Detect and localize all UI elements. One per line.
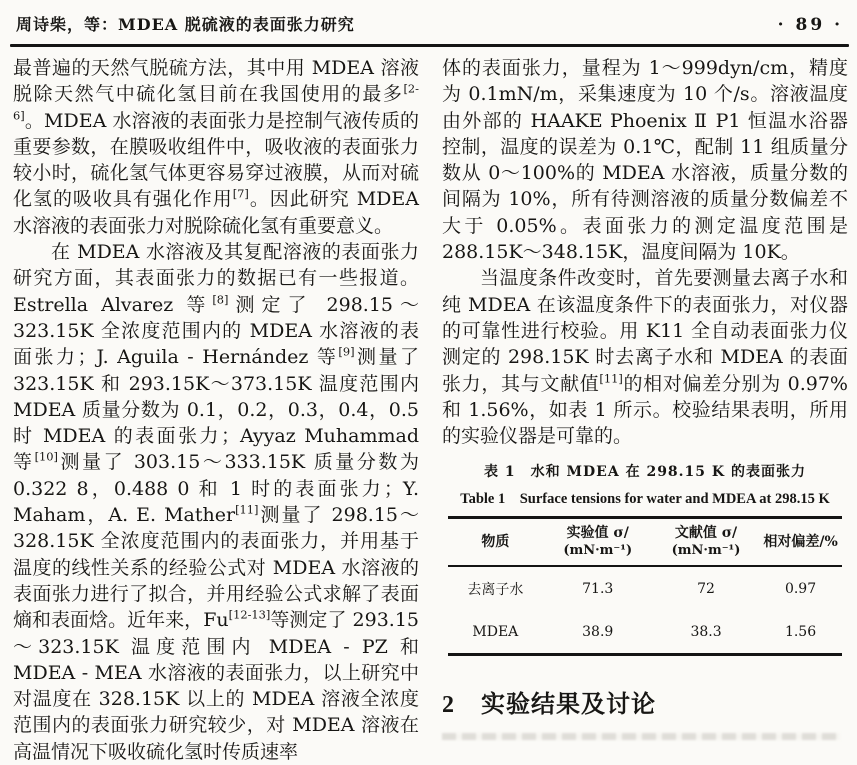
paragraph-calibration: 当温度条件改变时，首先要测量去离子水和纯 MDEA 在该温度条件下的表面张力，对仪器的可靠性进行校验。用 K11 全自动表面张力仪测定的 298.15K 时去离子水和 MDEA 的表面张力，其与文献值[11]的相对偏差分别为 0.97%和 1.56%，如表 1 所示。校验结果表明，所用的实验仪器是可靠的。 [442, 267, 848, 448]
column-header-unit: (mN·m⁻¹) [671, 543, 741, 559]
column-header-label: 文献值 σ/ [674, 525, 738, 542]
paragraph-apparatus-continued: 体的表面张力，量程为 1～999dyn/cm，精度为 0.1mN/m，采集速度为 10 个/s。溶液温度由外部的 HAAKE Phoenix Ⅱ P1 恒温水浴器控制，温度的误差为 0.1℃，配制 11 组质量分数从 0～100%的 MDEA 水溶液，质量分数的间隔为 10%，所有待测溶液的质量分数偏差不大于 0.05%。表面张力的测定温度范围是 288.15K～348.15K，温度间隔为 10K。 [442, 57, 848, 264]
table-caption-zh: 表 1 水和 MDEA 在 298.15 K 的表面张力 [484, 464, 806, 481]
cell-deviation: 0.97 [784, 581, 817, 598]
cell-experimental: 71.3 [582, 581, 614, 598]
table-row-mdea [448, 612, 842, 655]
cell-substance: MDEA [472, 624, 519, 641]
right-column [442, 55, 848, 719]
section-title: 实验结果及讨论 [481, 690, 656, 719]
two-column-body [13, 55, 848, 763]
running-title: 周诗柴，等：MDEA 脱硫液的表面张力研究 [16, 15, 355, 34]
cell-deviation: 1.56 [784, 624, 817, 641]
paragraph-literature-review: 在 MDEA 水溶液及其复配溶液的表面张力研究方面，其表面张力的数据已有一些报道。Estrella Alvarez 等[8]测定了 298.15～323.15K 全浓度范围内的 MDEA 水溶液的表面张力；J. Aguila - Hernández 等[9]测量了 323.15K 和 293.15K～373.15K 温度范围内 MDEA 质量分数为 0.1，0.2，0.3，0.4，0.5 时 MDEA 的表面张力；Ayyaz Muhammad 等[10]测量了 303.15～333.15K 质量分数为 0.322 8，0.488 0 和 1 时的表面张力；Y. Maham，A. E. Mather[11]测量了 298.15～328.15K 全浓度范围内的表面张力，并用基于温度的线性关系的经验公式对 MDEA 水溶液的表面张力进行了拟合，并用经验公式求解了表面熵和表面焓。近年来，Fu[12-13]等测定了 293.15～323.15K 温度范围内 MDEA - PZ 和 MDEA - MEA 水溶液的表面张力，以上研究中对温度在 328.15K 以上的 MDEA 溶液全浓度范围内的表面张力研究较少，对 MDEA 溶液在高温情况下吸收硫化氢时传质速率 [13, 241, 419, 763]
column-header-label: 实验值 σ/ [566, 525, 629, 542]
paragraph-intro-continued: 最普遍的天然气脱硫方法，其中用 MDEA 溶液脱除天然气中硫化氢目前在我国使用的最多[2-6]。MDEA 水溶液的表面张力是控制气液传质的重要参数，在膜吸收组件中，吸收液的表面张力较小时，硫化氢气体更容易穿过液膜，从而对硫化氢的吸收具有强化作用[7]。因此研究 MDEA 水溶液的表面张力对脱除硫化氢有重要意义。 [13, 57, 419, 237]
section-number: 2 [442, 692, 455, 719]
column-header-literature [653, 518, 759, 567]
cell-experimental: 38.9 [582, 624, 614, 641]
column-header-label: 物质 [481, 534, 510, 551]
column-header-deviation [759, 518, 842, 567]
column-header-experimental [543, 518, 653, 567]
column-header-label: 相对偏差/% [763, 534, 838, 551]
cell-literature: 72 [697, 581, 715, 598]
column-header-substance [448, 518, 543, 567]
column-header-unit: (mN·m⁻¹) [563, 543, 633, 559]
table-caption-en: Table 1 Surface tensions for water and MDEA at 298.15 K [460, 491, 830, 508]
table-1-block [442, 461, 848, 656]
cell-literature: 38.3 [690, 624, 722, 641]
page-number: · 89 · [777, 15, 843, 35]
cutoff-text-artifact [442, 733, 840, 740]
running-header [16, 12, 843, 35]
surface-tension-table [448, 516, 842, 656]
table-header-row [448, 518, 842, 567]
cell-substance: 去离子水 [467, 582, 524, 599]
section-heading-2 [442, 684, 848, 719]
table-row-water [448, 566, 842, 612]
left-column [13, 55, 419, 763]
header-rule [10, 44, 849, 47]
